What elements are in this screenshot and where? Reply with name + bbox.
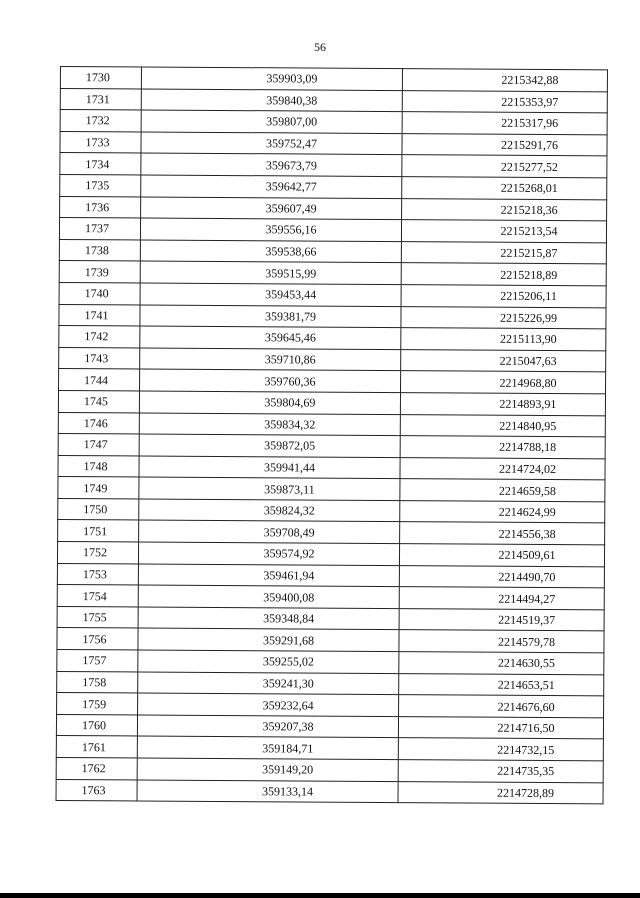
point-number-cell: 1744 — [59, 369, 140, 391]
x-coordinate-cell: 359824,32 — [139, 499, 400, 522]
point-number-cell: 1761 — [56, 736, 137, 758]
y-coordinate-cell: 2215277,52 — [402, 155, 607, 178]
x-coordinate-cell: 359840,38 — [141, 89, 402, 112]
x-coordinate-cell: 359873,11 — [139, 477, 400, 500]
point-number-cell: 1762 — [56, 757, 137, 779]
x-coordinate-cell: 359255,02 — [138, 650, 399, 673]
x-coordinate-cell: 359381,79 — [140, 305, 401, 328]
point-number-cell: 1741 — [59, 304, 140, 326]
point-number-cell: 1756 — [57, 628, 138, 650]
y-coordinate-cell: 2214732,15 — [398, 738, 603, 761]
x-coordinate-cell: 359556,16 — [140, 218, 401, 241]
point-number-cell: 1750 — [58, 498, 139, 520]
x-coordinate-cell: 359752,47 — [141, 132, 402, 155]
y-coordinate-cell: 2214490,70 — [399, 565, 604, 588]
y-coordinate-cell: 2214556,38 — [400, 522, 605, 545]
y-coordinate-cell: 2215317,96 — [402, 112, 607, 135]
x-coordinate-cell: 359645,46 — [140, 326, 401, 349]
point-number-cell: 1746 — [58, 412, 139, 434]
point-number-cell: 1754 — [57, 585, 138, 607]
y-coordinate-cell: 2214840,95 — [400, 414, 605, 437]
y-coordinate-cell: 2214659,58 — [400, 479, 605, 502]
table-row — [56, 779, 603, 804]
y-coordinate-cell: 2214968,80 — [401, 371, 606, 394]
point-number-cell: 1737 — [59, 218, 140, 240]
y-coordinate-cell: 2214676,60 — [399, 695, 604, 718]
x-coordinate-cell: 359807,00 — [141, 110, 402, 133]
y-coordinate-cell: 2214735,35 — [398, 760, 603, 783]
x-coordinate-cell: 359607,49 — [141, 197, 402, 220]
y-coordinate-cell: 2215213,54 — [401, 220, 606, 243]
x-coordinate-cell: 359232,64 — [138, 693, 399, 716]
coordinates-table — [56, 66, 608, 805]
x-coordinate-cell: 359872,05 — [139, 434, 400, 457]
y-coordinate-cell: 2214728,89 — [398, 781, 603, 804]
point-number-cell: 1758 — [57, 671, 138, 693]
x-coordinate-cell: 359760,36 — [140, 369, 401, 392]
point-number-cell: 1757 — [57, 650, 138, 672]
x-coordinate-cell: 359642,77 — [141, 175, 402, 198]
x-coordinate-cell: 359941,44 — [139, 456, 400, 479]
point-number-cell: 1753 — [57, 563, 138, 585]
y-coordinate-cell: 2215047,63 — [401, 349, 606, 372]
point-number-cell: 1763 — [56, 779, 137, 801]
point-number-cell: 1749 — [58, 477, 139, 499]
point-number-cell: 1759 — [57, 693, 138, 715]
y-coordinate-cell: 2215342,88 — [402, 69, 607, 92]
page-number: 56 — [314, 40, 326, 54]
x-coordinate-cell: 359804,69 — [139, 391, 400, 414]
point-number-cell: 1730 — [60, 67, 141, 89]
y-coordinate-cell: 2214494,27 — [399, 587, 604, 610]
point-number-cell: 1731 — [60, 88, 141, 110]
y-coordinate-cell: 2214788,18 — [400, 436, 605, 459]
x-coordinate-cell: 359574,92 — [138, 542, 399, 565]
x-coordinate-cell: 359461,94 — [138, 564, 399, 587]
point-number-cell: 1755 — [57, 606, 138, 628]
point-number-cell: 1742 — [59, 326, 140, 348]
y-coordinate-cell: 2215215,87 — [401, 241, 606, 264]
y-coordinate-cell: 2214630,55 — [399, 652, 604, 675]
y-coordinate-cell: 2215206,11 — [401, 285, 606, 308]
x-coordinate-cell: 359400,08 — [138, 585, 399, 608]
scan-bottom-border — [0, 893, 640, 898]
y-coordinate-cell: 2215226,99 — [401, 306, 606, 329]
y-coordinate-cell: 2215268,01 — [402, 177, 607, 200]
x-coordinate-cell: 359241,30 — [138, 672, 399, 695]
point-number-cell: 1735 — [60, 174, 141, 196]
y-coordinate-cell: 2215218,89 — [401, 263, 606, 286]
point-number-cell: 1745 — [58, 390, 139, 412]
point-number-cell: 1751 — [58, 520, 139, 542]
point-number-cell: 1734 — [60, 153, 141, 175]
y-coordinate-cell: 2215291,76 — [402, 133, 607, 156]
point-number-cell: 1738 — [59, 239, 140, 261]
x-coordinate-cell: 359348,84 — [138, 607, 399, 630]
y-coordinate-cell: 2214624,99 — [400, 500, 605, 523]
x-coordinate-cell: 359708,49 — [139, 520, 400, 543]
point-number-cell: 1743 — [59, 347, 140, 369]
x-coordinate-cell: 359133,14 — [137, 780, 398, 803]
y-coordinate-cell: 2214579,78 — [399, 630, 604, 653]
x-coordinate-cell: 359515,99 — [140, 261, 401, 284]
point-number-cell: 1733 — [60, 131, 141, 153]
point-number-cell: 1752 — [57, 542, 138, 564]
point-number-cell: 1739 — [59, 261, 140, 283]
x-coordinate-cell: 359184,71 — [137, 736, 398, 759]
y-coordinate-cell: 2214716,50 — [398, 716, 603, 739]
x-coordinate-cell: 359710,86 — [140, 348, 401, 371]
x-coordinate-cell: 359291,68 — [138, 628, 399, 651]
point-number-cell: 1748 — [58, 455, 139, 477]
y-coordinate-cell: 2214519,37 — [399, 608, 604, 631]
x-coordinate-cell: 359538,66 — [140, 240, 401, 263]
y-coordinate-cell: 2214893,91 — [400, 392, 605, 415]
point-number-cell: 1732 — [60, 110, 141, 132]
y-coordinate-cell: 2215218,36 — [402, 198, 607, 221]
x-coordinate-cell: 359453,44 — [140, 283, 401, 306]
x-coordinate-cell: 359149,20 — [137, 758, 398, 781]
x-coordinate-cell: 359673,79 — [141, 153, 402, 176]
y-coordinate-cell: 2214724,02 — [400, 457, 605, 480]
coordinates-table-body — [56, 67, 607, 805]
y-coordinate-cell: 2214509,61 — [399, 544, 604, 567]
point-number-cell: 1747 — [58, 434, 139, 456]
y-coordinate-cell: 2215353,97 — [402, 90, 607, 113]
y-coordinate-cell: 2214653,51 — [399, 673, 604, 696]
x-coordinate-cell: 359903,09 — [141, 67, 402, 90]
x-coordinate-cell: 359834,32 — [139, 412, 400, 435]
point-number-cell: 1760 — [56, 714, 137, 736]
y-coordinate-cell: 2215113,90 — [401, 328, 606, 351]
x-coordinate-cell: 359207,38 — [137, 715, 398, 738]
point-number-cell: 1736 — [60, 196, 141, 218]
point-number-cell: 1740 — [59, 282, 140, 304]
